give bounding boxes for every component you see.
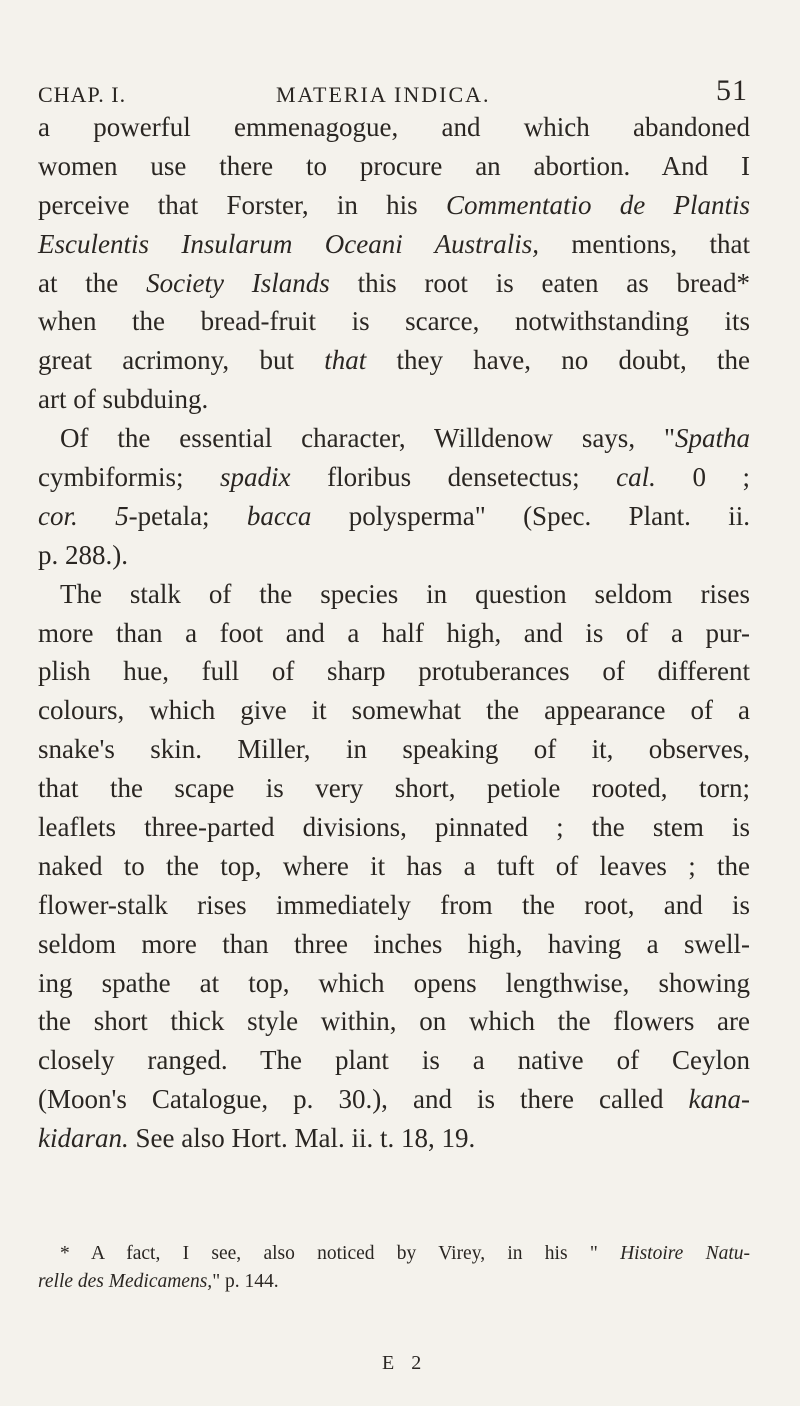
- italic-text: spadix: [220, 462, 291, 493]
- text-run: -petala;: [128, 500, 247, 531]
- italic-text: Esculentis Insularum Oceani Australis,: [38, 228, 539, 259]
- body-line: [38, 808, 750, 847]
- body-line: [38, 1002, 750, 1041]
- italic-text: bacca: [246, 500, 312, 531]
- text-run: more than a foot and a half high, and is of a pur-: [38, 617, 750, 648]
- text-run: plish hue, full of sharp protuberances of different: [38, 656, 750, 687]
- italic-text: Spatha: [674, 423, 750, 454]
- footnote: [38, 1240, 750, 1296]
- body-line: [38, 458, 750, 497]
- body-line: [38, 380, 750, 419]
- text-run: when the bread-fruit is scarce, notwithstanding its: [38, 306, 750, 337]
- text-run: a powerful emmenagogue, and which abandoned: [38, 112, 750, 142]
- text-run: colours, which give it somewhat the appearance of a: [38, 695, 750, 726]
- footnote-line: [38, 1240, 750, 1268]
- text-run: * A fact, I see, also noticed by Virey, in his ": [60, 1243, 621, 1264]
- text-run: great acrimony, but: [38, 345, 325, 376]
- text-run: 0 ;: [655, 462, 750, 493]
- italic-text: that: [324, 345, 367, 376]
- body-line: [38, 730, 750, 769]
- text-run: The stalk of the species in question seldom rises: [60, 578, 750, 609]
- text-run: Of the essential character, Willdenow says, ": [60, 423, 675, 454]
- italic-text: Commentatio de Plantis: [445, 189, 751, 220]
- text-run: polysperma" (Spec. Plant. ii.: [311, 500, 750, 531]
- signature-mark: E 2: [382, 1352, 428, 1374]
- running-header: [38, 74, 748, 108]
- italic-text: 5: [115, 500, 129, 531]
- text-run: the short thick style within, on which the flowers are: [38, 1006, 750, 1037]
- text-run: at the: [38, 267, 147, 298]
- running-title: MATERIA INDICA.: [276, 82, 491, 107]
- main-text: [38, 108, 750, 1158]
- text-run: ing spathe at top, which opens lengthwise, showing: [38, 967, 750, 998]
- body-line: [38, 1041, 750, 1080]
- text-run: floribus densetectus;: [290, 462, 617, 493]
- body-line: [38, 108, 750, 147]
- text-run: seldom more than three inches high, having a swell-: [38, 928, 750, 959]
- body-line: [38, 536, 750, 575]
- text-run: " p. 144.: [212, 1271, 279, 1292]
- body-line: [38, 652, 750, 691]
- italic-text: kidaran.: [38, 1123, 129, 1154]
- body-line: [38, 769, 750, 808]
- text-run: snake's skin. Miller, in speaking of it, observes,: [38, 734, 750, 765]
- body-line: [38, 1080, 750, 1119]
- italic-text: Society Islands: [146, 267, 330, 298]
- text-run: (Moon's Catalogue, p. 30.), and is there called: [38, 1084, 689, 1115]
- body-line: [38, 925, 750, 964]
- body-line: [38, 341, 750, 380]
- text-run: they have, no doubt, the: [366, 345, 750, 376]
- text-run: flower-stalk rises immediately from the root, and is: [38, 889, 750, 920]
- body-line: [38, 691, 750, 730]
- italic-text: cal.: [616, 462, 656, 493]
- body-line: [38, 186, 750, 225]
- text-run: art of subduing.: [38, 384, 209, 415]
- text-run: women use there to procure an abortion. And I: [38, 150, 750, 181]
- page-number: 51: [716, 74, 748, 107]
- text-run: naked to the top, where it has a tuft of leaves ; the: [38, 850, 750, 881]
- italic-text: Histoire Natu-: [620, 1243, 750, 1264]
- text-run: [78, 501, 115, 531]
- italic-text: relle des Medicamens,: [38, 1271, 213, 1292]
- body-line: [38, 302, 750, 341]
- text-run: cymbiformis;: [38, 462, 221, 493]
- body-line: [38, 614, 750, 653]
- text-run: See also Hort. Mal. ii. t. 18, 19.: [128, 1123, 476, 1154]
- italic-text: kana-: [688, 1084, 750, 1115]
- body-line: [38, 497, 750, 536]
- body-line: [38, 419, 750, 458]
- body-line: [38, 847, 750, 886]
- body-line: [38, 225, 750, 264]
- text-run: perceive that Forster, in his: [38, 189, 446, 220]
- text-run: that the scape is very short, petiole rooted, torn;: [38, 773, 750, 804]
- footnote-line: [38, 1268, 750, 1296]
- text-run: this root is eaten as bread*: [329, 267, 750, 298]
- text-run: p. 288.).: [38, 539, 128, 570]
- chapter-label: CHAP. I.: [38, 82, 127, 107]
- text-run: mentions, that: [538, 228, 750, 259]
- body-line: [38, 1119, 750, 1158]
- italic-text: cor.: [38, 500, 78, 531]
- body-line: [38, 264, 750, 303]
- body-line: [38, 147, 750, 186]
- text-run: closely ranged. The plant is a native of Ceylon: [38, 1045, 750, 1076]
- body-line: [38, 886, 750, 925]
- text-run: leaflets three-parted divisions, pinnated ; the stem is: [38, 812, 750, 843]
- body-line: [38, 575, 750, 614]
- body-line: [38, 964, 750, 1003]
